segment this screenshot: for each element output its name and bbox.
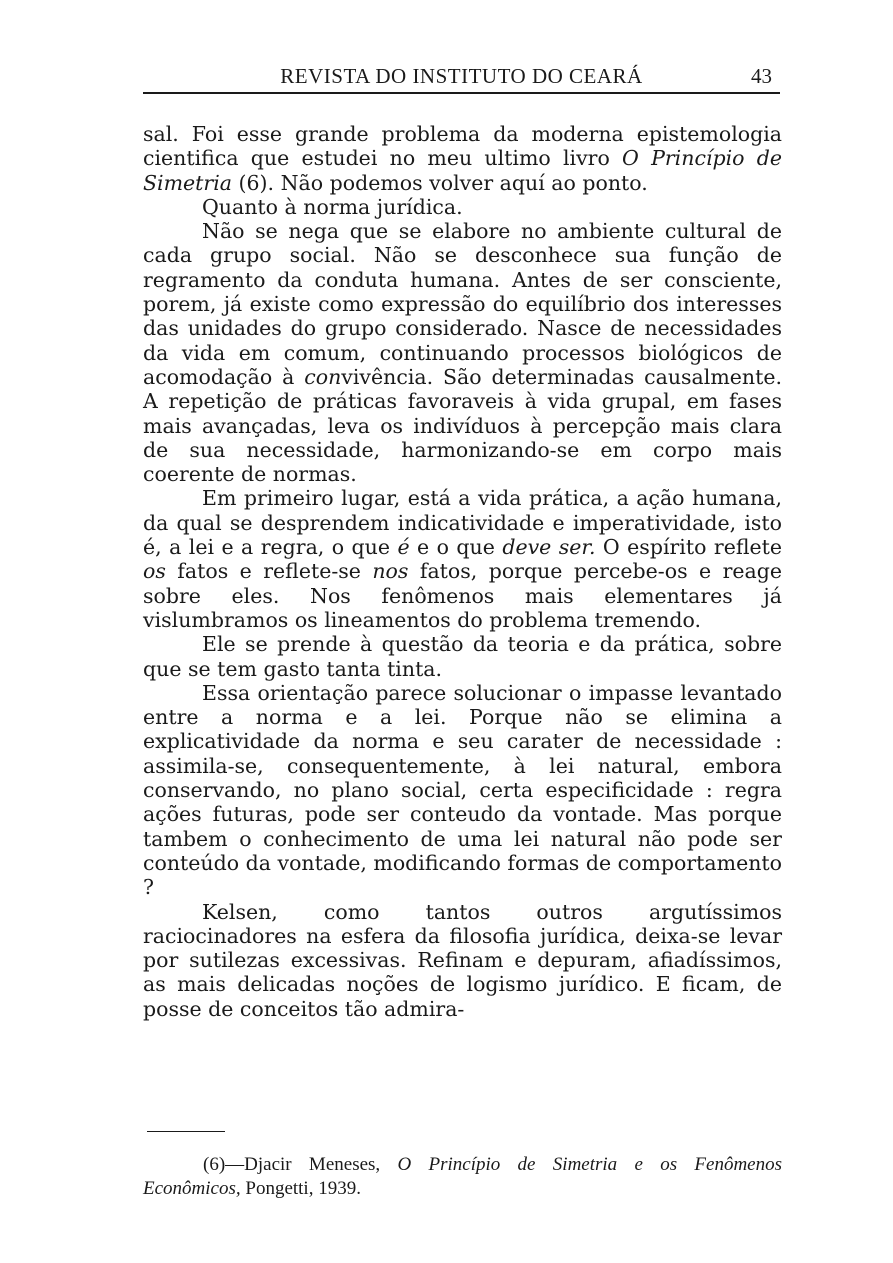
- paragraph: [143, 195, 782, 219]
- text-run: (6)—Djacir Meneses,: [203, 1154, 398, 1175]
- paragraph: [143, 122, 782, 195]
- text-run: Kelsen, como tantos outros argutíssimos raciocinadores na esfera da filosofia jurídica, deixa-se levar por sutilezas excessivas. Refinam e depuram, afiadíssimos, as mais delicadas noções de logismo jurídico. E ficam, de posse de conceitos tão admira-: [143, 899, 782, 1021]
- emphasis: deve ser.: [502, 535, 596, 560]
- text-run: O espírito reflete: [595, 535, 782, 560]
- running-header: [143, 62, 780, 94]
- body-text: [143, 122, 782, 1021]
- journal-title: REVISTA DO INSTITUTO DO CEARÁ: [280, 64, 643, 88]
- footnote: [143, 1153, 782, 1201]
- book-title: O Princípio de Simetria e os Fenômenos Econômicos,: [143, 1154, 782, 1199]
- text-run: vivência. São determinadas causalmente. A repetição de práticas favoraveis à vida grupal, em fases mais avançadas, leva os indivíduos à percepção mais clara de sua necessidade, harmonizando-se em corpo mais coerente de normas.: [143, 364, 782, 487]
- page-number: 43: [751, 64, 772, 88]
- emphasis: é: [397, 535, 410, 560]
- book-title: O Princípio de Simetria: [143, 146, 782, 195]
- paragraph: [143, 486, 782, 632]
- text-run: Não se nega que se elabore no ambiente cultural de cada grupo social. Não se desconhece sua função de regramento da conduta humana. Antes de ser consciente, porem, já existe como expressão do equilíbrio dos interesses das unidades do grupo considerado. Nasce de necessidades da vida em comum, continuando processos biológicos de acomodação à: [143, 219, 782, 389]
- text-run: fatos e reflete-se: [165, 559, 373, 584]
- text-run: e o que: [409, 535, 503, 560]
- text-run: Essa orientação parece solucionar o impasse levantado entre a norma e a lei. Porque não se elimina a explicatividade da norma e seu carater de necessidade : assimila-se, consequentemente, à lei natural, embora conservando, no plano social, certa especificidade : regra ações futuras, pode ser conteudo da vontade. Mas porque tambem o conhecimento de uma lei natural não pode ser conteúdo da vontade, modificando formas de comportamento ?: [143, 680, 782, 900]
- text-run: fatos, porque percebe-os e reage sobre eles. Nos fenômenos mais elementares já vislumbramos os lineamentos do problema tremendo.: [143, 559, 782, 632]
- emphasis: nos: [372, 559, 409, 584]
- text-run: Em primeiro lugar, está a vida prática, a ação humana, da qual se desprendem indicatividade e imperatividade, isto é, a lei e a regra, o que: [143, 486, 782, 560]
- text-run: sal. Foi esse grande problema da moderna epistemologia cientifica que estudei no meu ultimo livro: [143, 122, 782, 171]
- text-run: Quanto à norma jurídica.: [202, 194, 463, 219]
- paragraph: [143, 900, 782, 1021]
- emphasis: con: [304, 364, 342, 389]
- emphasis: os: [143, 559, 166, 584]
- paragraph: [143, 681, 782, 900]
- paragraph: [143, 219, 782, 486]
- text-run: Pongetti, 1939.: [240, 1178, 361, 1199]
- text-run: (6). Não podemos volver aquí ao ponto.: [232, 170, 648, 195]
- text-run: Ele se prende à questão da teoria e da prática, sobre que se tem gasto tanta tinta.: [143, 632, 782, 681]
- footnote-divider: [147, 1131, 225, 1132]
- paragraph: [143, 632, 782, 681]
